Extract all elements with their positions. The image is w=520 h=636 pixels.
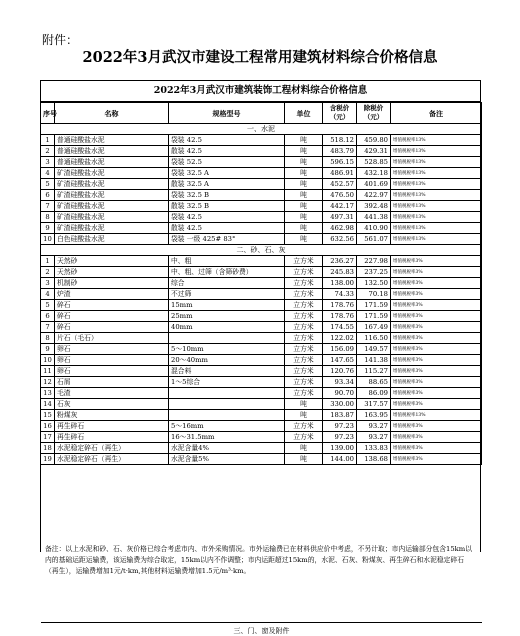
cell-index: 8 <box>41 333 55 344</box>
cell-remark: 增值税税率3% <box>391 322 482 333</box>
cell-unit: 立方米 <box>285 344 323 355</box>
cell-index: 8 <box>41 212 55 223</box>
section-row <box>41 124 482 135</box>
cell-index: 18 <box>41 443 55 454</box>
cell-name: 片石（毛石） <box>55 333 169 344</box>
cell-name: 粉煤灰 <box>55 410 169 421</box>
cell-remark: 增值税税率3% <box>391 267 482 278</box>
cell-index: 2 <box>41 146 55 157</box>
cell-index: 10 <box>41 234 55 245</box>
cell-remark: 增值税税率3% <box>391 311 482 322</box>
cell-name: 水泥稳定碎石（再生） <box>55 443 169 454</box>
cell-spec: 袋装 52.5 <box>169 157 285 168</box>
cell-spec: 袋装 42.5 <box>169 135 285 146</box>
cell-name: 机制砂 <box>55 278 169 289</box>
table-row <box>41 399 482 410</box>
cell-name: 天然砂 <box>55 267 169 278</box>
table-row <box>41 421 482 432</box>
cell-spec <box>169 333 285 344</box>
cell-unit: 吨 <box>285 443 323 454</box>
cell-index: 9 <box>41 223 55 234</box>
cell-price-tax: 245.83 <box>323 267 357 278</box>
header-name: 名称 <box>55 103 169 124</box>
cell-remark: 增值税税率13% <box>391 179 482 190</box>
cell-spec: 散装 42.5 <box>169 223 285 234</box>
cell-unit: 立方米 <box>285 311 323 322</box>
section-title-doors-windows: 三、门、窗及附件 <box>41 622 482 636</box>
cell-remark: 增值税税率3% <box>391 355 482 366</box>
table-row <box>41 212 482 223</box>
cell-name: 普通硅酸盐水泥 <box>55 135 169 146</box>
table-row <box>41 289 482 300</box>
cell-name: 矿渣硅酸盐水泥 <box>55 179 169 190</box>
cell-index: 13 <box>41 388 55 399</box>
cell-spec: 水泥含量5% <box>169 454 285 465</box>
cell-index: 2 <box>41 267 55 278</box>
cell-unit: 立方米 <box>285 377 323 388</box>
cell-price-tax: 476.50 <box>323 190 357 201</box>
cell-index: 6 <box>41 311 55 322</box>
cell-price-tax: 483.79 <box>323 146 357 157</box>
cell-spec: 25mm <box>169 311 285 322</box>
cell-name: 天然砂 <box>55 256 169 267</box>
cell-index: 4 <box>41 289 55 300</box>
cell-remark: 增值税税率3% <box>391 399 482 410</box>
cell-unit: 吨 <box>285 454 323 465</box>
table-row <box>41 146 482 157</box>
table-row <box>41 410 482 421</box>
table-row <box>41 388 482 399</box>
cell-price-tax: 138.00 <box>323 278 357 289</box>
cell-price-notax: 441.38 <box>357 212 391 223</box>
cell-index: 4 <box>41 168 55 179</box>
cell-price-tax: 147.65 <box>323 355 357 366</box>
cell-index: 7 <box>41 322 55 333</box>
header-unit: 单位 <box>285 103 323 124</box>
cell-spec: 中、粗 <box>169 256 285 267</box>
cell-price-notax: 459.80 <box>357 135 391 146</box>
cell-name: 碎石 <box>55 300 169 311</box>
cell-index: 1 <box>41 135 55 146</box>
cell-spec: 15mm <box>169 300 285 311</box>
cell-remark: 增值税税率3% <box>391 300 482 311</box>
cell-spec: 袋装 32.5 A <box>169 168 285 179</box>
cell-remark: 增值税税率3% <box>391 377 482 388</box>
cell-unit: 吨 <box>285 135 323 146</box>
cell-price-notax: 317.57 <box>357 399 391 410</box>
cell-price-tax: 93.34 <box>323 377 357 388</box>
cell-unit: 立方米 <box>285 421 323 432</box>
table-row <box>41 333 482 344</box>
cell-price-tax: 442.17 <box>323 201 357 212</box>
cell-index: 7 <box>41 201 55 212</box>
cell-name: 卵石 <box>55 366 169 377</box>
table-row <box>41 278 482 289</box>
cell-unit: 立方米 <box>285 289 323 300</box>
table-row <box>41 168 482 179</box>
cell-name: 再生碎石 <box>55 432 169 443</box>
header-remark: 备注 <box>391 103 482 124</box>
cell-price-notax: 392.48 <box>357 201 391 212</box>
cell-spec: 散装 32.5 B <box>169 201 285 212</box>
cell-spec: 5～16mm <box>169 421 285 432</box>
cell-unit: 吨 <box>285 190 323 201</box>
cell-remark: 增值税税率13% <box>391 146 482 157</box>
cell-unit: 立方米 <box>285 355 323 366</box>
page-title: 2022年3月武汉市建设工程常用建筑材料综合价格信息 <box>82 49 438 66</box>
cell-name: 再生碎石 <box>55 421 169 432</box>
cell-remark: 增值税税率3% <box>391 443 482 454</box>
table-row <box>41 443 482 454</box>
header-index: 序号 <box>41 103 55 124</box>
cell-remark: 增值税税率3% <box>391 421 482 432</box>
cell-name: 卵石 <box>55 344 169 355</box>
cell-name: 碎石 <box>55 322 169 333</box>
cell-remark: 增值税税率13% <box>391 135 482 146</box>
cell-unit: 吨 <box>285 201 323 212</box>
table-row <box>41 454 482 465</box>
table-row <box>41 223 482 234</box>
cell-unit: 吨 <box>285 234 323 245</box>
cell-name: 石灰 <box>55 399 169 410</box>
cell-spec <box>169 410 285 421</box>
cell-name: 毛渣 <box>55 388 169 399</box>
table-row <box>41 322 482 333</box>
table-row <box>41 432 482 443</box>
cell-price-notax: 410.90 <box>357 223 391 234</box>
cell-price-tax: 122.02 <box>323 333 357 344</box>
cell-price-tax: 90.70 <box>323 388 357 399</box>
cell-remark: 增值税税率3% <box>391 289 482 300</box>
cell-price-notax: 133.83 <box>357 443 391 454</box>
cell-price-tax: 632.56 <box>323 234 357 245</box>
cell-price-tax: 596.15 <box>323 157 357 168</box>
cell-remark: 增值税税率3% <box>391 344 482 355</box>
cell-price-notax: 88.65 <box>357 377 391 388</box>
table-row <box>41 135 482 146</box>
section-title: 二、砂、石、灰 <box>41 245 482 256</box>
header-spec: 规格型号 <box>169 103 285 124</box>
cell-index: 17 <box>41 432 55 443</box>
table-notes: 备注：以上水泥和砂、石、灰价格已综合考虑市内、市外采购情况。市外运输费已在材料供应价中考虑，不另计取；市内运输部分包含15km以内的基础运距运输费，该运输费为综合取定，15km以内不作调整；市内运距超过15km的，水泥、石灰、粉煤灰、再生碎石和水泥稳定碎石（再生），运输费增加1元/t·km,其他材料运输费增加1.5元/m³·km。 <box>45 545 473 575</box>
cell-spec <box>169 399 285 410</box>
cell-unit: 吨 <box>285 410 323 421</box>
cell-unit: 吨 <box>285 157 323 168</box>
cell-unit: 吨 <box>285 399 323 410</box>
cell-price-notax: 115.27 <box>357 366 391 377</box>
cell-spec: 20～40mm <box>169 355 285 366</box>
table-row <box>41 344 482 355</box>
cell-spec <box>169 388 285 399</box>
price-table-frame <box>40 80 481 635</box>
cell-spec: 5～10mm <box>169 344 285 355</box>
cell-price-notax: 422.97 <box>357 190 391 201</box>
cell-price-tax: 183.87 <box>323 410 357 421</box>
cell-unit: 吨 <box>285 223 323 234</box>
table-row <box>41 377 482 388</box>
cell-remark: 增值税税率13% <box>391 212 482 223</box>
cell-price-notax: 141.38 <box>357 355 391 366</box>
cell-price-notax: 171.59 <box>357 300 391 311</box>
section-row <box>41 245 482 256</box>
cell-price-notax: 432.18 <box>357 168 391 179</box>
cell-index: 3 <box>41 278 55 289</box>
cell-name: 水泥稳定碎石（再生） <box>55 454 169 465</box>
cell-price-notax: 167.49 <box>357 322 391 333</box>
cell-unit: 立方米 <box>285 256 323 267</box>
header-price-tax: 含税价 （元） <box>323 103 357 124</box>
cell-index: 16 <box>41 421 55 432</box>
cell-unit: 吨 <box>285 212 323 223</box>
table-row <box>41 201 482 212</box>
cell-price-notax: 132.50 <box>357 278 391 289</box>
cell-price-tax: 97.23 <box>323 432 357 443</box>
cell-spec: 散装 32.5 A <box>169 179 285 190</box>
cell-unit: 立方米 <box>285 432 323 443</box>
table-header-row <box>41 103 482 124</box>
cell-name: 普通硅酸盐水泥 <box>55 146 169 157</box>
cell-price-notax: 149.57 <box>357 344 391 355</box>
cell-name: 矿渣硅酸盐水泥 <box>55 201 169 212</box>
cell-price-notax: 163.95 <box>357 410 391 421</box>
cell-unit: 立方米 <box>285 388 323 399</box>
cell-price-tax: 486.91 <box>323 168 357 179</box>
cell-name: 普通硅酸盐水泥 <box>55 157 169 168</box>
cell-remark: 增值税税率13% <box>391 201 482 212</box>
cell-remark: 增值税税率3% <box>391 454 482 465</box>
cell-remark: 增值税税率3% <box>391 366 482 377</box>
cell-price-notax: 561.07 <box>357 234 391 245</box>
cell-price-tax: 74.33 <box>323 289 357 300</box>
cell-unit: 吨 <box>285 168 323 179</box>
cell-spec: 散装 42.5 <box>169 146 285 157</box>
cell-remark: 增值税税率13% <box>391 223 482 234</box>
cell-spec: 综合 <box>169 278 285 289</box>
table-row <box>41 190 482 201</box>
cell-spec: 袋装 32.5 B <box>169 190 285 201</box>
cell-price-tax: 144.00 <box>323 454 357 465</box>
cell-price-notax: 138.68 <box>357 454 391 465</box>
section-title: 一、水泥 <box>41 124 482 135</box>
table-row <box>41 311 482 322</box>
cell-index: 9 <box>41 344 55 355</box>
cell-name: 碎石 <box>55 311 169 322</box>
cell-remark: 增值税税率3% <box>391 333 482 344</box>
cell-unit: 立方米 <box>285 333 323 344</box>
cell-index: 6 <box>41 190 55 201</box>
cell-name: 矿渣硅酸盐水泥 <box>55 223 169 234</box>
cell-unit: 吨 <box>285 146 323 157</box>
cell-price-notax: 237.25 <box>357 267 391 278</box>
cell-price-tax: 97.23 <box>323 421 357 432</box>
cell-index: 14 <box>41 399 55 410</box>
cell-remark: 增值税税率13% <box>391 157 482 168</box>
cell-price-tax: 156.09 <box>323 344 357 355</box>
header-price-notax: 除税价 （元） <box>357 103 391 124</box>
cell-price-notax: 171.59 <box>357 311 391 322</box>
cell-price-notax: 528.85 <box>357 157 391 168</box>
cell-name: 卵石 <box>55 355 169 366</box>
cell-price-notax: 93.27 <box>357 421 391 432</box>
table-row <box>41 157 482 168</box>
cell-price-notax: 429.31 <box>357 146 391 157</box>
cell-price-notax: 70.18 <box>357 289 391 300</box>
cell-spec: 混合料 <box>169 366 285 377</box>
cell-price-tax: 518.12 <box>323 135 357 146</box>
cell-price-notax: 116.50 <box>357 333 391 344</box>
cell-remark: 增值税税率3% <box>391 432 482 443</box>
cell-remark: 增值税税率13% <box>391 168 482 179</box>
cell-unit: 吨 <box>285 179 323 190</box>
cell-remark: 增值税税率3% <box>391 278 482 289</box>
cell-name: 矿渣硅酸盐水泥 <box>55 168 169 179</box>
table-title: 2022年3月武汉市建筑装饰工程材料综合价格信息 <box>41 81 480 102</box>
cell-remark: 增值税税率13% <box>391 410 482 421</box>
table-row <box>41 256 482 267</box>
cell-name: 矿渣硅酸盐水泥 <box>55 212 169 223</box>
cell-remark: 增值税税率13% <box>391 234 482 245</box>
cell-unit: 立方米 <box>285 300 323 311</box>
cell-unit: 立方米 <box>285 267 323 278</box>
cell-price-tax: 120.76 <box>323 366 357 377</box>
cell-spec: 不过筛 <box>169 289 285 300</box>
table-row <box>41 234 482 245</box>
cell-price-notax: 227.98 <box>357 256 391 267</box>
table-row <box>41 179 482 190</box>
cell-price-tax: 178.76 <box>323 300 357 311</box>
cell-price-tax: 462.98 <box>323 223 357 234</box>
cell-index: 15 <box>41 410 55 421</box>
cell-name: 矿渣硅酸盐水泥 <box>55 190 169 201</box>
cell-index: 19 <box>41 454 55 465</box>
cell-spec: 中、粗、过筛（含筛砂费） <box>169 267 285 278</box>
cell-unit: 立方米 <box>285 366 323 377</box>
cell-price-tax: 330.00 <box>323 399 357 410</box>
cell-index: 10 <box>41 355 55 366</box>
cell-remark: 增值税税率3% <box>391 388 482 399</box>
price-table <box>40 102 482 465</box>
table-row <box>41 300 482 311</box>
cell-price-tax: 174.55 <box>323 322 357 333</box>
table-body <box>41 124 482 465</box>
cell-price-notax: 86.09 <box>357 388 391 399</box>
cell-index: 3 <box>41 157 55 168</box>
cell-index: 12 <box>41 377 55 388</box>
cell-unit: 立方米 <box>285 322 323 333</box>
cell-price-tax: 452.57 <box>323 179 357 190</box>
cell-index: 5 <box>41 179 55 190</box>
cell-index: 1 <box>41 256 55 267</box>
cell-price-tax: 139.00 <box>323 443 357 454</box>
cell-remark: 增值税税率3% <box>391 256 482 267</box>
cell-spec: 1～5综合 <box>169 377 285 388</box>
cell-index: 5 <box>41 300 55 311</box>
cell-unit: 立方米 <box>285 278 323 289</box>
cell-name: 白色硅酸盐水泥 <box>55 234 169 245</box>
cell-index: 11 <box>41 366 55 377</box>
cell-price-tax: 178.76 <box>323 311 357 322</box>
cell-price-notax: 401.69 <box>357 179 391 190</box>
cell-spec: 40mm <box>169 322 285 333</box>
table-row <box>41 366 482 377</box>
cell-spec: 水泥含量4% <box>169 443 285 454</box>
cell-price-tax: 236.27 <box>323 256 357 267</box>
cell-price-notax: 93.27 <box>357 432 391 443</box>
cell-remark: 增值税税率13% <box>391 190 482 201</box>
cell-name: 炉渣 <box>55 289 169 300</box>
attachment-label: 附件： <box>42 33 79 47</box>
cell-price-tax: 497.31 <box>323 212 357 223</box>
cell-spec: 袋装 一级 425# 83° <box>169 234 285 245</box>
cell-spec: 16～31.5mm <box>169 432 285 443</box>
table-row <box>41 267 482 278</box>
table-row <box>41 355 482 366</box>
cell-name: 石屑 <box>55 377 169 388</box>
cell-spec: 袋装 42.5 <box>169 212 285 223</box>
